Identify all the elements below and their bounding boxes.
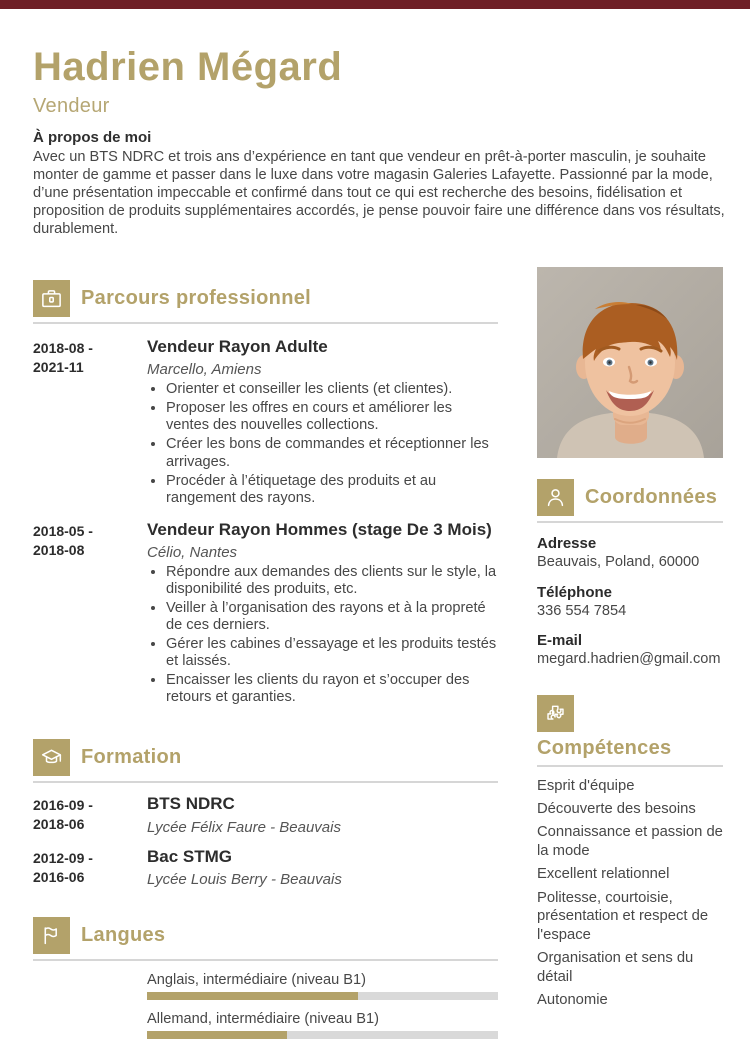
skills-section bbox=[537, 695, 723, 1010]
right-column bbox=[537, 267, 723, 1015]
job-title: Vendeur Rayon Hommes (stage De 3 Mois) bbox=[147, 519, 492, 539]
flag-icon bbox=[33, 917, 70, 954]
contact-field-email bbox=[537, 632, 723, 669]
section-divider bbox=[33, 322, 498, 324]
language-level-fill bbox=[147, 992, 358, 1000]
section-divider bbox=[33, 959, 498, 961]
experience-section-header bbox=[33, 280, 498, 317]
skill-item: Découverte des besoins bbox=[537, 800, 696, 817]
field-value: Beauvais, Poland, 60000 bbox=[537, 554, 700, 570]
language-level-fill bbox=[147, 1031, 287, 1039]
job-dates: 2018-08 - 2021-11 bbox=[33, 340, 93, 375]
education-entry bbox=[33, 793, 498, 835]
degree-title: BTS NDRC bbox=[147, 794, 235, 814]
field-label: Téléphone bbox=[537, 583, 613, 601]
education-section-header bbox=[33, 739, 498, 776]
education-dates: 2016-09 - 2018-06 bbox=[33, 797, 93, 833]
job-title: Vendeur Rayon Adulte bbox=[147, 337, 328, 356]
education-section bbox=[33, 739, 498, 888]
job-bullet: • Répondre aux demandes des clients sur le style, la disponibilité des produits, etc. bbox=[166, 564, 498, 598]
job-employer: Célio, Nantes bbox=[147, 543, 238, 561]
field-label: E-mail bbox=[537, 632, 583, 649]
top-accent-bar bbox=[0, 0, 750, 9]
skill-item: Excellent relationnel bbox=[537, 866, 670, 883]
job-entry bbox=[33, 519, 498, 707]
skill-item: Organisation et sens du détail bbox=[537, 950, 694, 985]
languages-section-header bbox=[33, 917, 498, 954]
language-label: Allemand, intermédiaire (niveau B1) bbox=[147, 1010, 379, 1027]
contact-field-phone bbox=[537, 584, 723, 621]
job-bullet: • Créer les bons de commandes et réceptionner les arrivages. bbox=[166, 436, 498, 470]
skill-item: Esprit d'équipe bbox=[537, 777, 635, 794]
skill-item: Autonomie bbox=[537, 992, 608, 1009]
language-item bbox=[147, 1011, 498, 1039]
person-job-title: Vendeur bbox=[33, 95, 110, 118]
school-name: Lycée Louis Berry - Beauvais bbox=[147, 870, 342, 888]
field-value: megard.hadrien@gmail.com bbox=[537, 651, 721, 667]
section-divider bbox=[33, 781, 498, 783]
language-level-bar bbox=[147, 992, 498, 1000]
left-column bbox=[33, 280, 498, 1039]
job-bullet-list bbox=[147, 381, 498, 506]
contact-section bbox=[537, 479, 723, 669]
job-entry bbox=[33, 336, 498, 507]
job-bullet: • Proposer les offres en cours et améliorer les ventes des nouvelles collections. bbox=[166, 400, 498, 434]
contact-section-header bbox=[537, 479, 723, 516]
skill-item: Politesse, courtoisie, présentation et respect de l'espace bbox=[537, 889, 709, 943]
graduation-cap-icon bbox=[33, 739, 70, 776]
about-heading: À propos de moi bbox=[33, 129, 152, 147]
job-bullet: • Encaisser les clients du rayon et s’occuper des retours et garanties. bbox=[166, 672, 498, 706]
section-divider bbox=[537, 521, 723, 523]
contact-section-title: Coordonnées bbox=[585, 486, 718, 508]
job-bullet: • Gérer les cabines d’essayage et les produits testés et laissés. bbox=[166, 636, 498, 670]
experience-section-title: Parcours professionnel bbox=[81, 287, 311, 309]
person-icon bbox=[537, 479, 574, 516]
job-dates: 2018-05 - 2018-08 bbox=[33, 522, 93, 558]
profile-photo bbox=[537, 267, 723, 458]
puzzle-icon bbox=[537, 695, 574, 732]
language-level-bar bbox=[147, 1031, 498, 1039]
skill-item: Connaissance et passion de la mode bbox=[537, 824, 723, 859]
language-label: Anglais, intermédiaire (niveau B1) bbox=[147, 971, 367, 988]
skills-section-title: Compétences bbox=[537, 736, 672, 759]
school-name: Lycée Félix Faure - Beauvais bbox=[147, 818, 341, 836]
job-bullet-list bbox=[147, 564, 498, 707]
about-text: Avec un BTS NDRC et trois ans d’expérience en tant que vendeur en prêt-à-porter masculin, je souhaite monter de gamme et passer dans le luxe dans votre magasin Galeries Lafayette. Passionné par la mode, d’une présentation impeccable et confirmé dans tout ce qui est recherche des besoins, fidélisation et proposition de produits supplémentaires accordés, je pense pouvoir faire une différence dans vos résultats, durablement. bbox=[33, 149, 725, 237]
experience-section bbox=[33, 280, 498, 706]
education-dates: 2012-09 - 2016-06 bbox=[33, 849, 93, 885]
education-entry bbox=[33, 846, 498, 888]
degree-title: Bac STMG bbox=[147, 846, 233, 866]
section-divider bbox=[537, 765, 723, 767]
field-label: Adresse bbox=[537, 535, 597, 552]
job-bullet: • Veiller à l’organisation des rayons et à la propreté de ces derniers. bbox=[166, 600, 498, 634]
field-value: 336 554 7854 bbox=[537, 602, 627, 619]
education-section-title: Formation bbox=[81, 746, 182, 769]
language-item bbox=[147, 972, 498, 1000]
skill-list bbox=[537, 777, 723, 1010]
briefcase-icon bbox=[33, 280, 70, 317]
cv-header bbox=[33, 46, 725, 239]
job-bullet: • Procéder à l’étiquetage des produits et au rangement des rayons. bbox=[166, 473, 498, 507]
languages-section bbox=[33, 917, 498, 1039]
job-bullet: • Orienter et conseiller les clients (et clientes). bbox=[166, 381, 498, 398]
person-name: Hadrien Mégard bbox=[33, 45, 343, 89]
job-employer: Marcello, Amiens bbox=[147, 361, 262, 379]
languages-section-title: Langues bbox=[81, 923, 166, 946]
contact-field-address bbox=[537, 535, 723, 572]
